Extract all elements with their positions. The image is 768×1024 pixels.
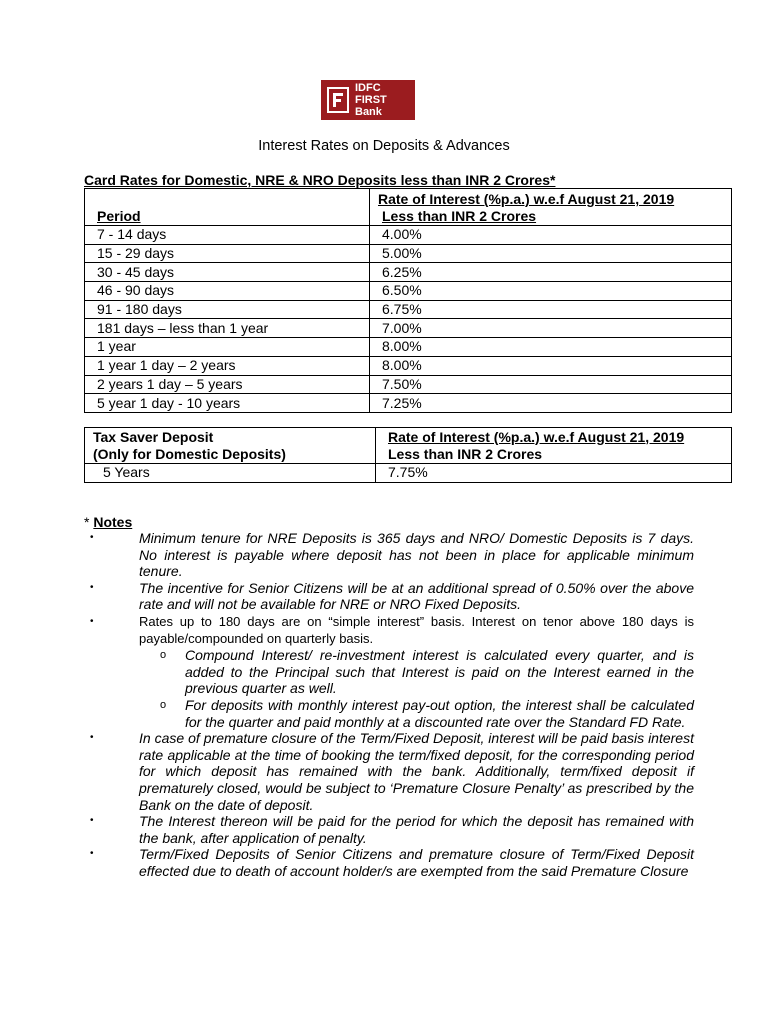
header-period: Period (85, 189, 370, 226)
rate-cell: 4.00% (370, 226, 732, 245)
rate-cell: 7.50% (370, 375, 732, 394)
note-item: • In case of premature closure of the Term/Fixed Deposit, interest will be paid basis interest rate applicable at the time of booking the term/fixed deposit, for the corresponding period for which deposit has remained with the bank. Additionally, term/fixed deposit if prematurely closed, would be subject to ‘Premature Closure Penalty’ as prescribed by the Bank on the date of deposit. (90, 730, 694, 813)
bullet: • (90, 581, 94, 593)
rate-cell: 6.50% (370, 282, 732, 301)
sub-bullet: o (160, 649, 167, 662)
table-row (85, 300, 732, 319)
header-rate: Rate of Interest (%p.a.) w.e.f August 21, 2019 Less than INR 2 Crores (376, 428, 732, 464)
table-row (85, 282, 732, 301)
bullet: • (90, 732, 94, 744)
period-cell: 5 year 1 day - 10 years (85, 394, 370, 413)
table-row (85, 244, 732, 263)
bank-logo (321, 80, 415, 120)
header-rate: Rate of Interest (%p.a.) w.e.f August 21, 2019 Less than INR 2 Crores (370, 189, 732, 226)
bullet: • (90, 615, 94, 627)
table-header-row (85, 189, 732, 226)
bank-logo-text (355, 82, 415, 118)
note-item: • Rates up to 180 days are on “simple interest” basis. Interest on tenor above 180 days is payable/compounded on quarterly basis. (90, 613, 694, 646)
table-row (85, 394, 732, 413)
table-row (85, 356, 732, 375)
table-row (85, 375, 732, 394)
table-row (85, 464, 732, 483)
note-item: • Term/Fixed Deposits of Senior Citizens and premature closure of Term/Fixed Deposit effected due to death of account holder/s are exempted from the said Premature Closure (90, 846, 694, 879)
table-header-row (85, 428, 732, 464)
table-row (85, 263, 732, 282)
sub-bullet: o (160, 698, 167, 711)
period-cell: 7 - 14 days (85, 226, 370, 245)
notes-heading: * Notes (84, 514, 133, 530)
table-row (85, 338, 732, 357)
period-cell: 2 years 1 day – 5 years (85, 375, 370, 394)
bullet: • (90, 815, 94, 827)
bullet: • (90, 532, 94, 543)
period-cell: 1 year (85, 338, 370, 357)
period-cell: 30 - 45 days (85, 263, 370, 282)
period-cell: 5 Years (85, 464, 376, 483)
rate-cell: 8.00% (370, 338, 732, 357)
logo-line1: IDFC FIRST (355, 82, 387, 106)
bank-logo-icon (327, 87, 349, 113)
rate-cell: 8.00% (370, 356, 732, 375)
document-title: Interest Rates on Deposits & Advances (258, 138, 510, 154)
bullet: • (90, 848, 94, 860)
sub-note-item: o Compound Interest/ re-investment interest is calculated every quarter, and is added to the Principal such that Interest is paid on the Interest earned in the previous quarter as well. (160, 647, 694, 697)
period-cell: 46 - 90 days (85, 282, 370, 301)
rate-cell: 7.75% (376, 464, 732, 483)
note-item: • The incentive for Senior Citizens will be at an additional spread of 0.50% over the above rate and will not be available for NRE or NRO Fixed Deposits. (90, 579, 694, 613)
tax-saver-table (84, 427, 732, 483)
rate-cell: 6.25% (370, 263, 732, 282)
sub-note-item: o For deposits with monthly interest pay-out option, the interest shall be calculated for the quarter and paid monthly at a discounted rate over the Standard FD Rate. (160, 696, 694, 730)
note-item: • Minimum tenure for NRE Deposits is 365 days and NRO/ Domestic Deposits is 7 days. No interest is payable where deposit has not been in place for applicable minimum tenure. (90, 530, 694, 580)
period-cell: 91 - 180 days (85, 300, 370, 319)
card-rates-heading: Card Rates for Domestic, NRE & NRO Deposits less than INR 2 Crores* (84, 172, 556, 188)
header-tax-saver: Tax Saver Deposit (Only for Domestic Deposits) (85, 428, 376, 464)
notes-list (84, 530, 694, 879)
rate-cell: 5.00% (370, 244, 732, 263)
period-cell: 1 year 1 day – 2 years (85, 356, 370, 375)
rate-cell: 7.00% (370, 319, 732, 338)
card-rates-table (84, 188, 732, 413)
period-cell: 181 days – less than 1 year (85, 319, 370, 338)
table-row (85, 226, 732, 245)
rate-cell: 7.25% (370, 394, 732, 413)
note-item: • The Interest thereon will be paid for the period for which the deposit has remained with the bank, after application of penalty. (90, 813, 694, 846)
period-cell: 15 - 29 days (85, 244, 370, 263)
table-row (85, 319, 732, 338)
logo-line2: Bank (355, 106, 382, 118)
rate-cell: 6.75% (370, 300, 732, 319)
